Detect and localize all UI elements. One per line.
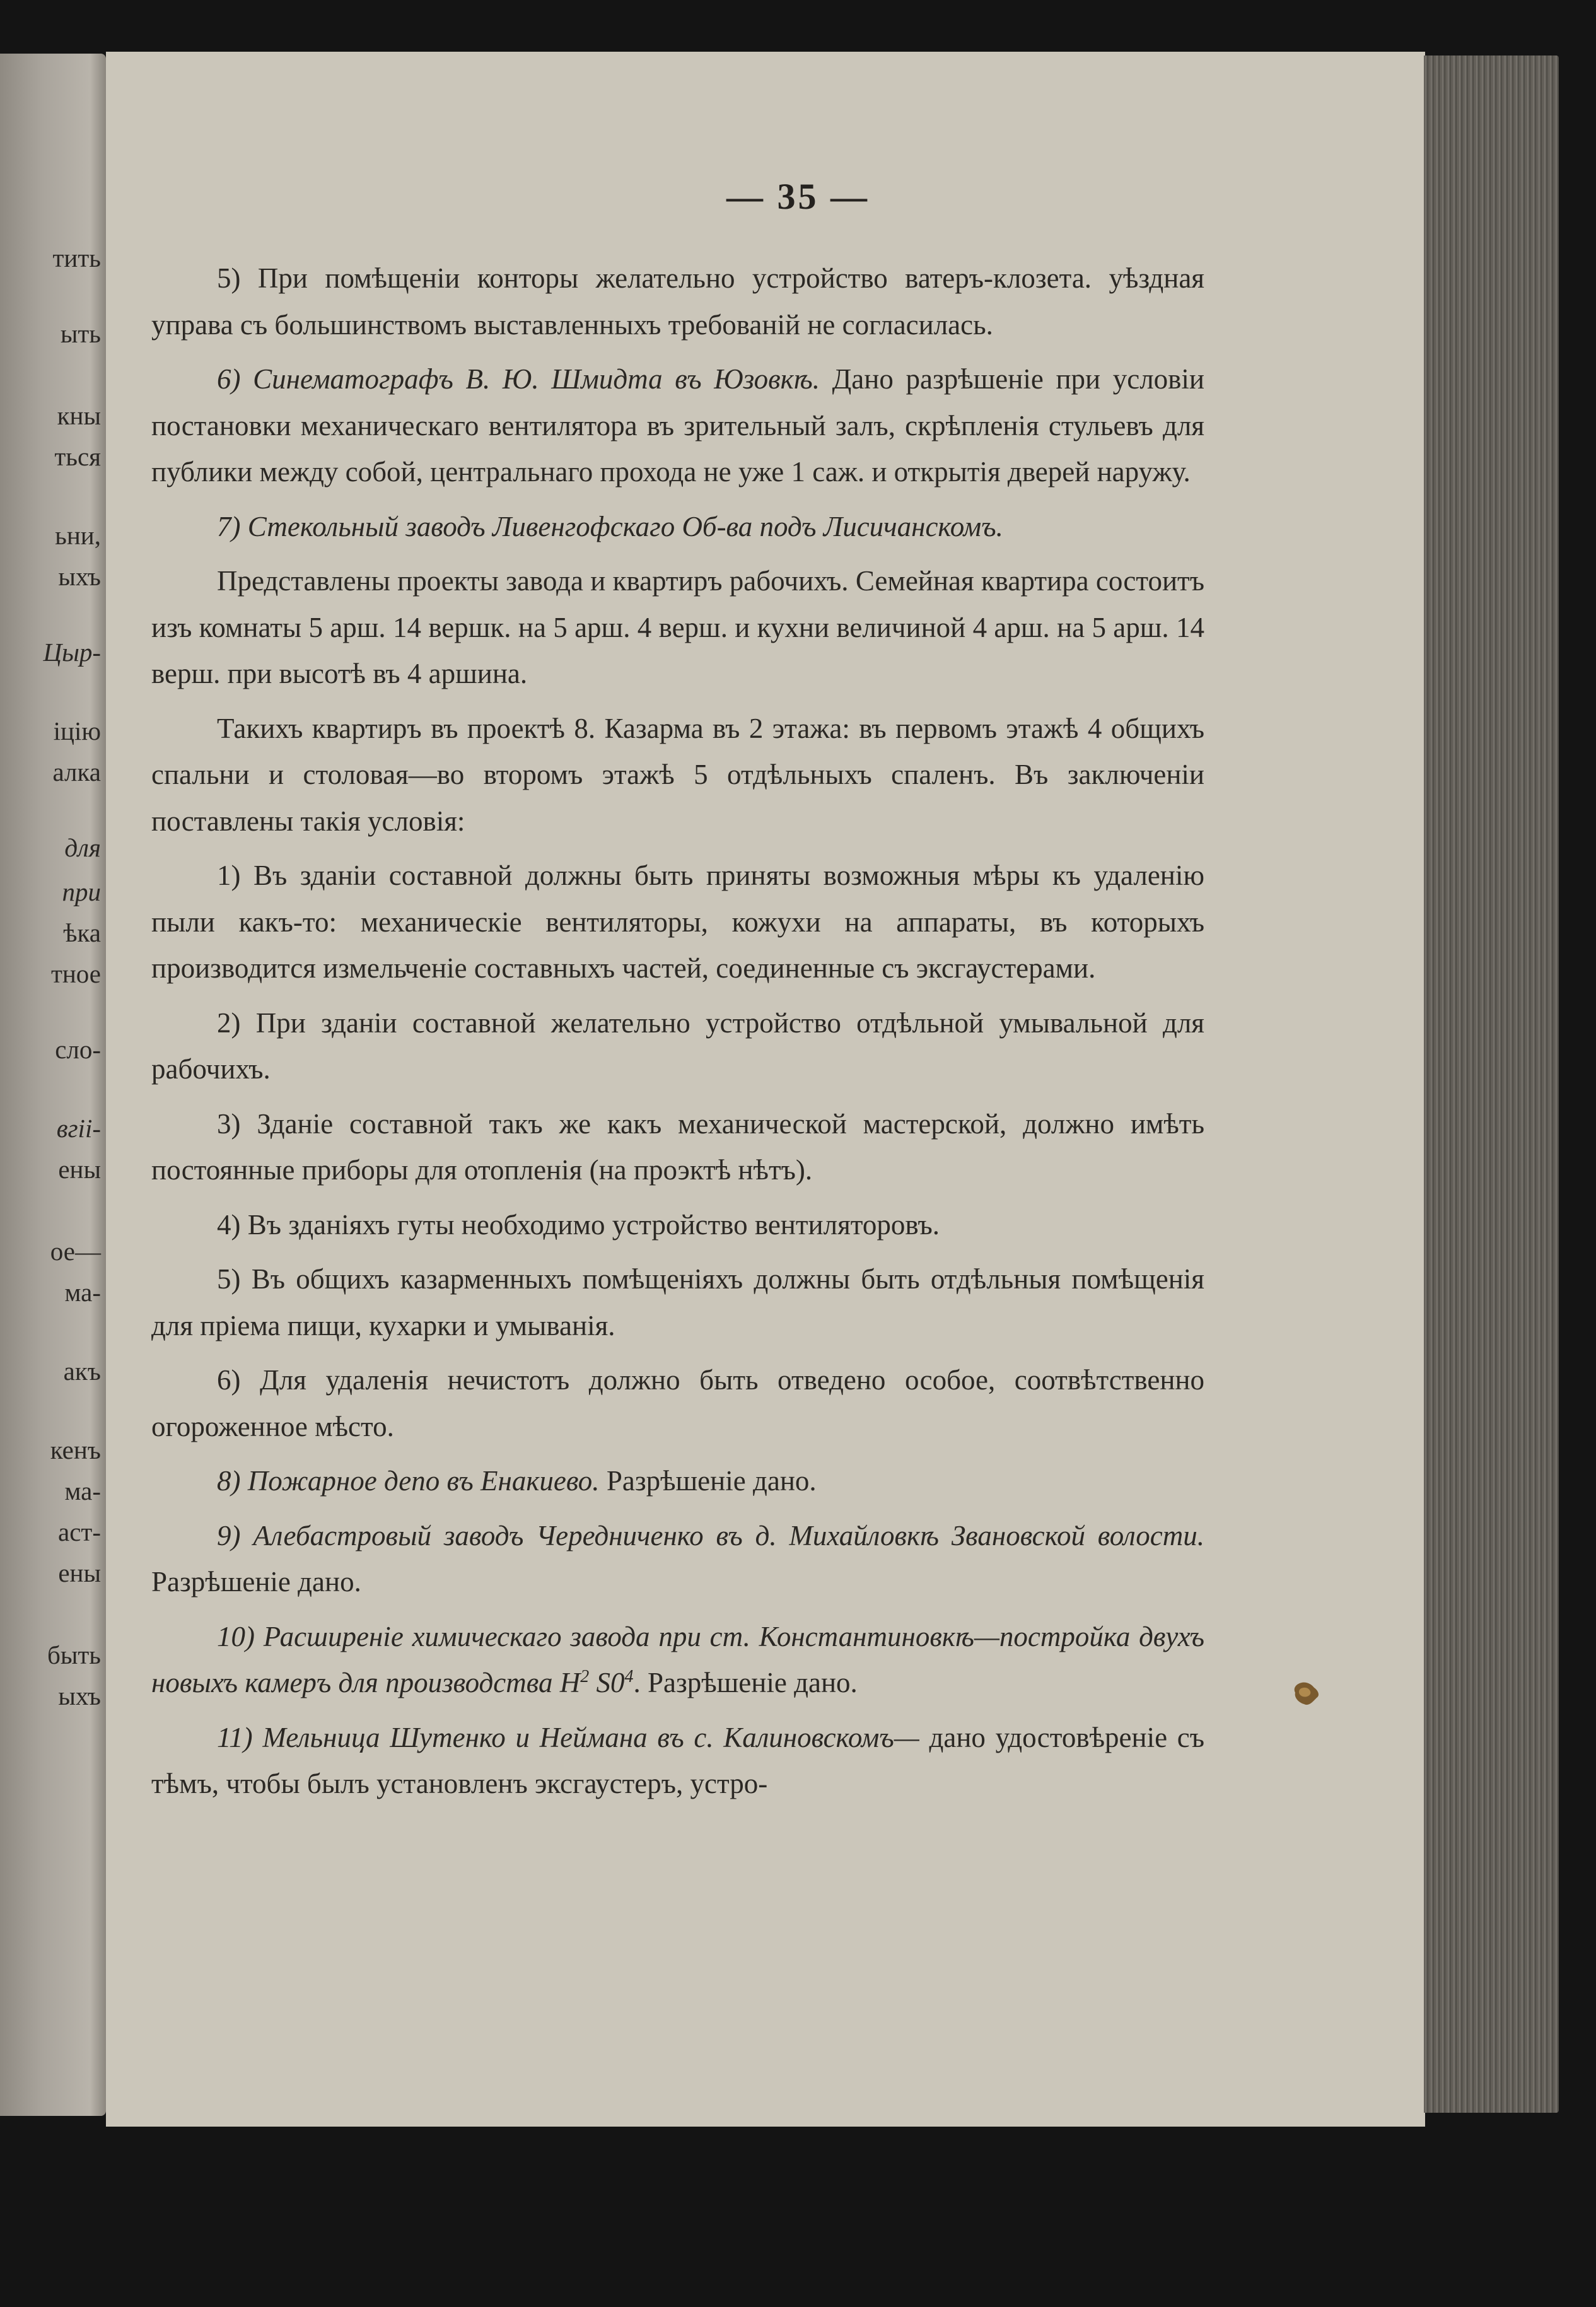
paragraph-tail: . — [633, 1667, 641, 1698]
left-page-fragment: іцію — [53, 716, 101, 745]
left-page-fragment: кенъ — [50, 1435, 101, 1464]
paragraph-text: Въ зданіяхъ гуты необходимо устройство вентиляторовъ. — [247, 1208, 940, 1241]
paragraph-num: 6) — [217, 363, 241, 395]
paragraph-sup1: 2 — [580, 1667, 590, 1686]
paragraph-title: Мельница Шутенко и Неймана въ с. Калиновскомъ— — [262, 1721, 919, 1753]
left-page-fragment: Цыр- — [43, 638, 101, 667]
paragraph — [151, 356, 1204, 496]
paragraph — [151, 1357, 1204, 1450]
paragraph — [151, 1513, 1204, 1606]
paragraph — [151, 1715, 1204, 1808]
left-page-fragment: ыхъ — [58, 1681, 101, 1710]
left-page-fragment: тное — [50, 959, 101, 988]
paragraph-num: 7) — [217, 510, 241, 542]
paragraph — [151, 1101, 1204, 1194]
paragraph-text: Разрѣшеніе дано. — [606, 1465, 817, 1497]
left-page-fragment: ыхъ — [58, 562, 101, 591]
left-page-fragment: вгіі- — [56, 1114, 101, 1143]
left-page-fragment: ены — [58, 1558, 101, 1587]
paragraph-sup2: 4 — [624, 1667, 634, 1686]
paragraph-text: Такихъ квартиръ въ проектѣ 8. Казарма въ 2 этажа: въ первомъ этажѣ 4 общихъ спальни и столовая—во второмъ этажѣ 5 отдѣльныхъ спаленъ. Въ заключеніи поставлены такія условія: — [151, 712, 1204, 837]
paragraph-num: 5) — [217, 262, 241, 294]
fabric-stain-mark — [1291, 1679, 1322, 1708]
paragraph-text: Зданіе составной такъ же какъ механической мастерской, должно имѣть постоянные приборы для отопленія (на проэктѣ нѣтъ). — [151, 1107, 1204, 1186]
paragraph — [151, 1000, 1204, 1093]
paragraph-title: Алебастровый заводъ Чередниченко въ д. Михайловкѣ Звановской волости. — [253, 1519, 1204, 1551]
paragraph-text: Въ зданіи составной должны быть приняты возможныя мѣры къ удаленію пыли какъ-то: механическіе вентиляторы, кожухи на аппараты, въ которыхъ производится измельченіе составныхъ частей, соединенные съ эксгаустерами. — [151, 860, 1204, 984]
left-page-fragment: быть — [47, 1640, 101, 1669]
left-page-fragment: ма- — [64, 1278, 101, 1307]
paragraph-title: Расширеніе химическаго завода при ст. Константиновкѣ—постройка двухъ новыхъ камеръ для производства H — [151, 1620, 1205, 1698]
left-page-fragment: аст- — [58, 1517, 101, 1546]
paragraph-title: Синематографъ В. Ю. Шмидта въ Юзовкѣ. — [253, 363, 820, 395]
paragraph-text: При помѣщеніи конторы желательно устройство ватеръ-клозета. уѣздная управа съ большинствомъ выставленныхъ требованій не согласилась. — [151, 262, 1204, 341]
paragraph — [151, 1614, 1204, 1707]
paragraph-text: Въ общихъ казарменныхъ помѣщеніяхъ должны быть отдѣльныя помѣщенія для пріема пищи, кухарки и умыванія. — [151, 1263, 1204, 1341]
left-page-fragment: при — [62, 877, 101, 906]
page-text-body — [151, 255, 1204, 1816]
paragraph-num: 11) — [217, 1721, 253, 1753]
left-page-fragment: тить — [52, 243, 101, 272]
paragraph — [151, 504, 1204, 551]
paragraph-text: Разрѣшеніе дано. — [647, 1667, 858, 1698]
left-page-fragment: кны — [57, 401, 101, 430]
paragraph-num: 8) — [217, 1465, 241, 1497]
paragraph-title2: S0 — [589, 1667, 625, 1698]
paragraph-num: 4) — [217, 1208, 241, 1241]
paragraph-title: Пожарное депо въ Енакиево. — [247, 1465, 600, 1497]
paragraph-num: 9) — [217, 1519, 241, 1551]
left-page-fragment: сло- — [55, 1035, 101, 1064]
paragraph-num: 5) — [217, 1263, 241, 1295]
left-page-fragment: ыть — [60, 319, 101, 348]
page-number: — 35 — — [726, 176, 870, 217]
paragraph-text: дано удостовѣреніе съ тѣмъ, чтобы былъ установленъ эксгаустеръ, устро- — [151, 1721, 1205, 1799]
paragraph — [151, 706, 1204, 845]
left-page-fragment: алка — [52, 757, 101, 786]
paragraph — [151, 255, 1204, 348]
left-page-fragment: ться — [54, 442, 101, 471]
paragraph-num: 1) — [217, 860, 241, 891]
left-page-fragment: ое— — [50, 1237, 101, 1266]
left-page-fragment: для — [64, 833, 101, 862]
paragraph-num: 3) — [217, 1107, 241, 1140]
paragraph-text: При зданіи составной желательно устройство отдѣльной умывальной для рабочихъ. — [151, 1007, 1205, 1085]
left-page-fragment: ѣка — [63, 918, 101, 947]
paragraph — [151, 1256, 1204, 1349]
left-page-fragment: ены — [58, 1155, 101, 1184]
paragraph-text: Представлены проекты завода и квартиръ рабочихъ. Семейная квартира состоитъ изъ комнаты 5 арш. 14 вершк. на 5 арш. 4 верш. и кухни величиной 4 арш. на 5 арш. 14 верш. при высотѣ въ 4 аршина. — [151, 565, 1204, 689]
paragraph-num: 2) — [217, 1007, 241, 1039]
left-page-fragment: ма- — [64, 1476, 101, 1505]
previous-page-edge — [0, 54, 106, 2116]
paragraph-text: Дано разрѣшеніе при условіи постановки механическаго вентилятора въ зрительный залъ, скрѣпленія стульевъ для публики между собой, центральнаго прохода не уже 1 саж. и открытія дверей наружу. — [151, 363, 1204, 488]
paragraph — [151, 558, 1204, 698]
paragraph-num: 6) — [217, 1364, 241, 1396]
paragraph-title: Стекольный заводъ Ливенгофскаго Об-ва подъ Лисичанскомъ. — [247, 510, 1003, 542]
book-block-edge — [1424, 55, 1559, 2113]
paragraph — [151, 1458, 1204, 1505]
paragraph-num: 10) — [217, 1620, 255, 1652]
paragraph-text: Для удаленія нечистотъ должно быть отведено особое, соотвѣтственно огороженное мѣсто. — [151, 1364, 1204, 1442]
left-page-fragment: акъ — [63, 1357, 101, 1386]
paragraph — [151, 1202, 1204, 1249]
left-page-fragment: ьни, — [55, 521, 101, 550]
paragraph-text: Разрѣшеніе дано. — [151, 1566, 361, 1597]
paragraph — [151, 853, 1204, 992]
